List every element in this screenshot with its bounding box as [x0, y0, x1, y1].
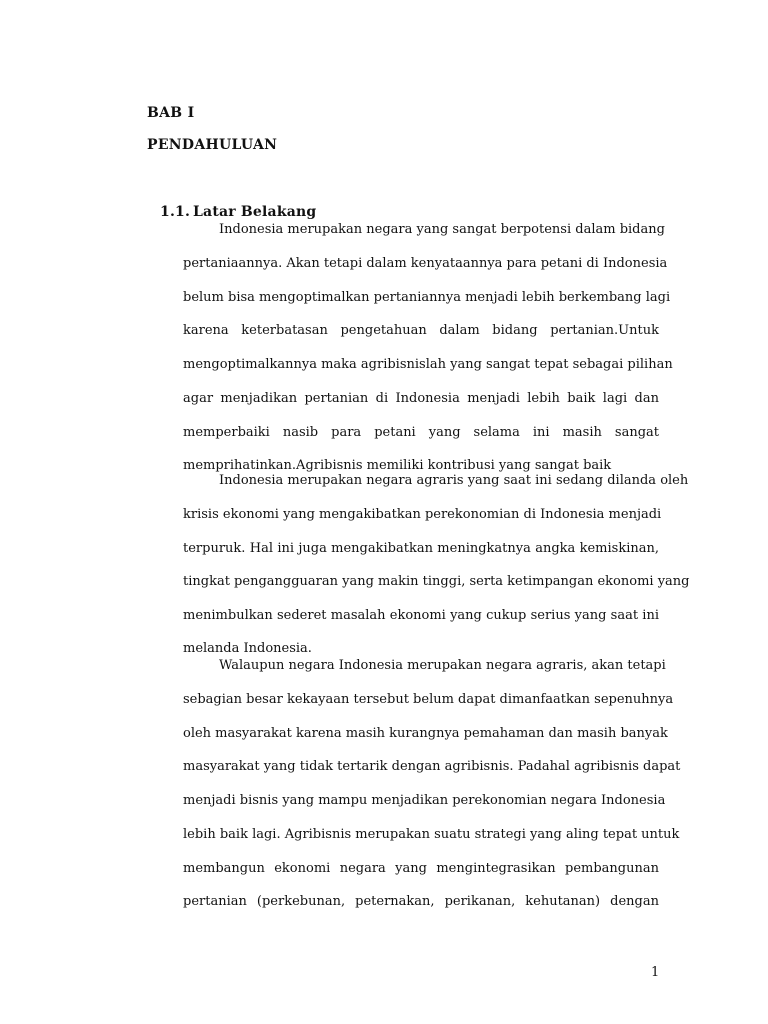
paragraph-line: tingkat pengangguaran yang makin tinggi, serta ketimpangan ekonomi yang: [183, 574, 690, 589]
paragraph-line: lebih baik lagi. Agribisnis merupakan suatu strategi yang aling tepat untuk: [183, 827, 680, 842]
chapter-number: BAB I: [147, 105, 195, 121]
paragraph-line: agar menjadikan pertanian di Indonesia menjadi lebih baik lagi dan: [183, 391, 659, 406]
paragraph-line: Indonesia merupakan negara yang sangat berpotensi dalam bidang: [219, 222, 665, 237]
paragraph-line: sebagian besar kekayaan tersebut belum dapat dimanfaatkan sepenuhnya: [183, 692, 674, 707]
paragraph-line: krisis ekonomi yang mengakibatkan perekonomian di Indonesia menjadi: [183, 507, 662, 522]
paragraph-line: menimbulkan sederet masalah ekonomi yang cukup serius yang saat ini: [183, 608, 659, 623]
paragraph-line: membangun ekonomi negara yang mengintegrasikan pembangunan: [183, 861, 659, 876]
paragraph-line: karena keterbatasan pengetahuan dalam bidang pertanian.Untuk: [183, 323, 659, 338]
paragraph-line: mengoptimalkannya maka agribisnislah yang sangat tepat sebagai pilihan: [183, 357, 673, 372]
paragraph-line: terpuruk. Hal ini juga mengakibatkan meningkatnya angka kemiskinan,: [183, 541, 659, 556]
section-title: Latar Belakang: [193, 204, 317, 220]
section-heading: [160, 204, 316, 220]
paragraph-line: pertaniaannya. Akan tetapi dalam kenyataannya para petani di Indonesia: [183, 256, 668, 271]
chapter-title: PENDAHULUAN: [147, 137, 278, 153]
paragraph-line: Indonesia merupakan negara agraris yang saat ini sedang dilanda oleh: [219, 473, 689, 488]
paragraph-line: melanda Indonesia.: [183, 641, 312, 656]
paragraph-line: menjadi bisnis yang mampu menjadikan perekonomian negara Indonesia: [183, 793, 666, 808]
section-number: 1.1.: [160, 204, 191, 220]
paragraph-line: masyarakat yang tidak tertarik dengan agribisnis. Padahal agribisnis dapat: [183, 759, 681, 774]
paragraph-line: Walaupun negara Indonesia merupakan negara agraris, akan tetapi: [219, 658, 666, 673]
paragraph-line: pertanian (perkebunan, peternakan, perikanan, kehutanan) dengan: [183, 894, 659, 909]
paragraph-line: memperbaiki nasib para petani yang selama ini masih sangat: [183, 425, 659, 440]
page-number: 1: [651, 965, 660, 980]
paragraph-line: belum bisa mengoptimalkan pertaniannya menjadi lebih berkembang lagi: [183, 290, 671, 305]
paragraph-line: oleh masyarakat karena masih kurangnya pemahaman dan masih banyak: [183, 726, 668, 741]
paragraph-line: memprihatinkan.Agribisnis memiliki kontribusi yang sangat baik: [183, 458, 612, 473]
